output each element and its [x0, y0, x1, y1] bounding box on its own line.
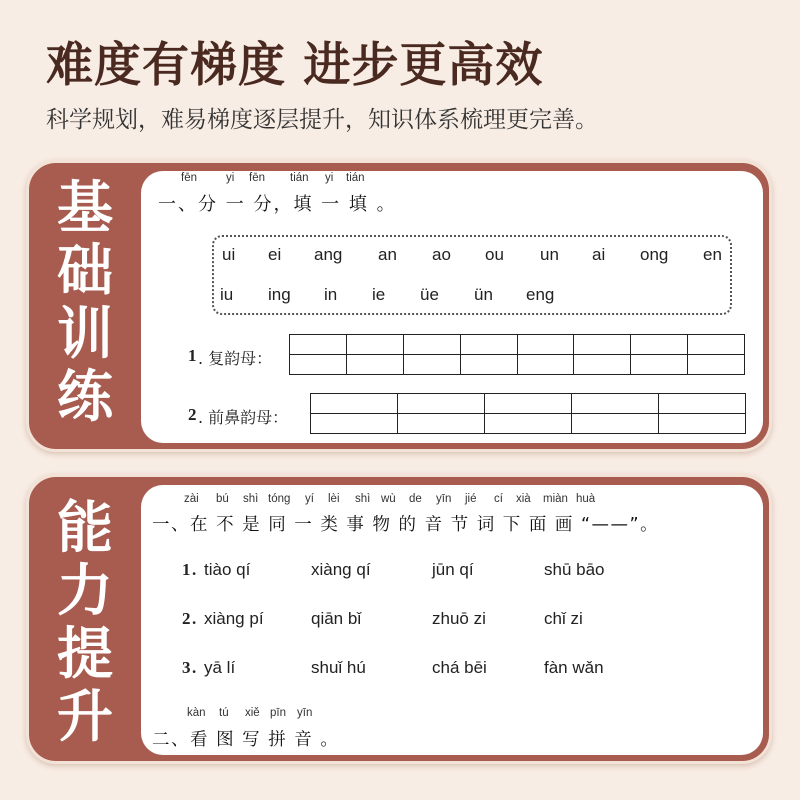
card-side-label — [35, 177, 135, 429]
pinyin-annotation: tián — [346, 172, 365, 184]
pinyin-annotation: de — [409, 493, 422, 505]
side-label-char: 提 — [57, 622, 113, 687]
pinyin-word: fàn wǎn — [544, 658, 604, 677]
pinyin-annotation: yīn — [297, 707, 313, 719]
pinyin-annotation: tú — [219, 707, 229, 719]
item-dot: . — [192, 560, 197, 579]
item-dot: . — [192, 609, 197, 628]
side-label-char: 训 — [57, 302, 113, 367]
pinyin-annotation: yi — [226, 172, 235, 184]
pinyin-word: shuǐ hú — [311, 658, 366, 677]
syllable: ün — [474, 285, 493, 304]
question-title: 一、在 不 是 同 一 类 事 物 的 音 节 词 下 面 画 “——”。 — [152, 515, 660, 535]
side-label-char: 升 — [57, 685, 113, 750]
pinyin-word: jūn qí — [432, 560, 474, 579]
syllable: ao — [432, 245, 451, 264]
pinyin-annotation: xiě — [245, 707, 260, 719]
syllable: iu — [220, 285, 234, 304]
pinyin-annotation: miàn — [543, 493, 568, 505]
headline: 难度有梯度 进步更高效 — [46, 38, 544, 93]
pinyin-annotation: xià — [516, 493, 531, 505]
syllable: ei — [268, 245, 282, 264]
pinyin-word: xiàng pí — [204, 609, 264, 628]
pinyin-annotation: tóng — [268, 493, 291, 505]
pinyin-word: zhuō zi — [432, 609, 486, 628]
item-number: 2 — [188, 405, 197, 424]
item-number: 3 — [182, 658, 191, 677]
pinyin-word: yā lí — [204, 658, 236, 677]
syllable: ang — [314, 245, 343, 264]
syllable: ui — [222, 245, 236, 264]
pinyin-annotation: yi — [325, 172, 334, 184]
pinyin-word: chá bēi — [432, 658, 487, 677]
pinyin-annotation: kàn — [187, 707, 206, 719]
pinyin-annotation: wù — [381, 493, 396, 505]
pinyin-word: qiān bǐ — [311, 609, 362, 628]
pinyin-annotation: cí — [494, 493, 503, 505]
side-label-char: 能 — [57, 496, 113, 561]
pinyin-word: tiào qí — [204, 560, 251, 579]
pinyin-annotation: huà — [576, 493, 596, 505]
syllable: ong — [640, 245, 669, 264]
pinyin-annotation: lèi — [328, 493, 340, 505]
answer-label: . 前鼻韵母： — [198, 408, 289, 427]
side-label-char: 基 — [57, 176, 113, 241]
pinyin-annotation: zài — [184, 493, 199, 505]
pinyin-word: shū bāo — [544, 560, 605, 579]
pinyin-annotation: yí — [305, 493, 314, 505]
syllable: ie — [372, 285, 386, 304]
syllable: en — [703, 245, 722, 264]
item-number: 1 — [188, 346, 197, 365]
syllable: ai — [592, 245, 606, 264]
card-side-label — [35, 497, 135, 749]
question-title: 二、看 图 写 拼 音 。 — [152, 730, 340, 750]
answer-grid-front-nasal-finals[interactable] — [310, 393, 746, 434]
side-label-char: 练 — [57, 365, 113, 430]
pinyin-annotation: shì — [243, 493, 259, 505]
subheadline: 科学规划，难易梯度逐层提升，知识体系梳理更完善。 — [46, 107, 598, 133]
syllable: un — [540, 245, 559, 264]
pinyin-annotation: fēn — [181, 172, 197, 184]
syllable: ing — [268, 285, 291, 304]
syllable: ou — [485, 245, 504, 264]
side-label-char: 力 — [57, 559, 113, 624]
answer-label: . 复韵母： — [198, 349, 273, 368]
pinyin-annotation: tián — [290, 172, 309, 184]
pinyin-word: xiàng qí — [311, 560, 371, 579]
pinyin-annotation: pīn — [270, 707, 286, 719]
syllable: in — [324, 285, 338, 304]
pinyin-annotation: fēn — [249, 172, 265, 184]
syllable: üe — [420, 285, 439, 304]
item-number: 1 — [182, 560, 191, 579]
answer-grid-compound-finals[interactable] — [289, 334, 745, 375]
pinyin-annotation: bú — [216, 493, 229, 505]
pinyin-annotation: jié — [465, 493, 477, 505]
item-dot: . — [192, 658, 197, 677]
syllable: an — [378, 245, 397, 264]
item-number: 2 — [182, 609, 191, 628]
question-title: 一、分 一 分，填 一 填 。 — [158, 194, 397, 215]
pinyin-annotation: shì — [355, 493, 371, 505]
pinyin-word: chǐ zi — [544, 609, 583, 628]
pinyin-annotation: yīn — [436, 493, 452, 505]
side-label-char: 础 — [57, 239, 113, 304]
syllable: eng — [526, 285, 555, 304]
